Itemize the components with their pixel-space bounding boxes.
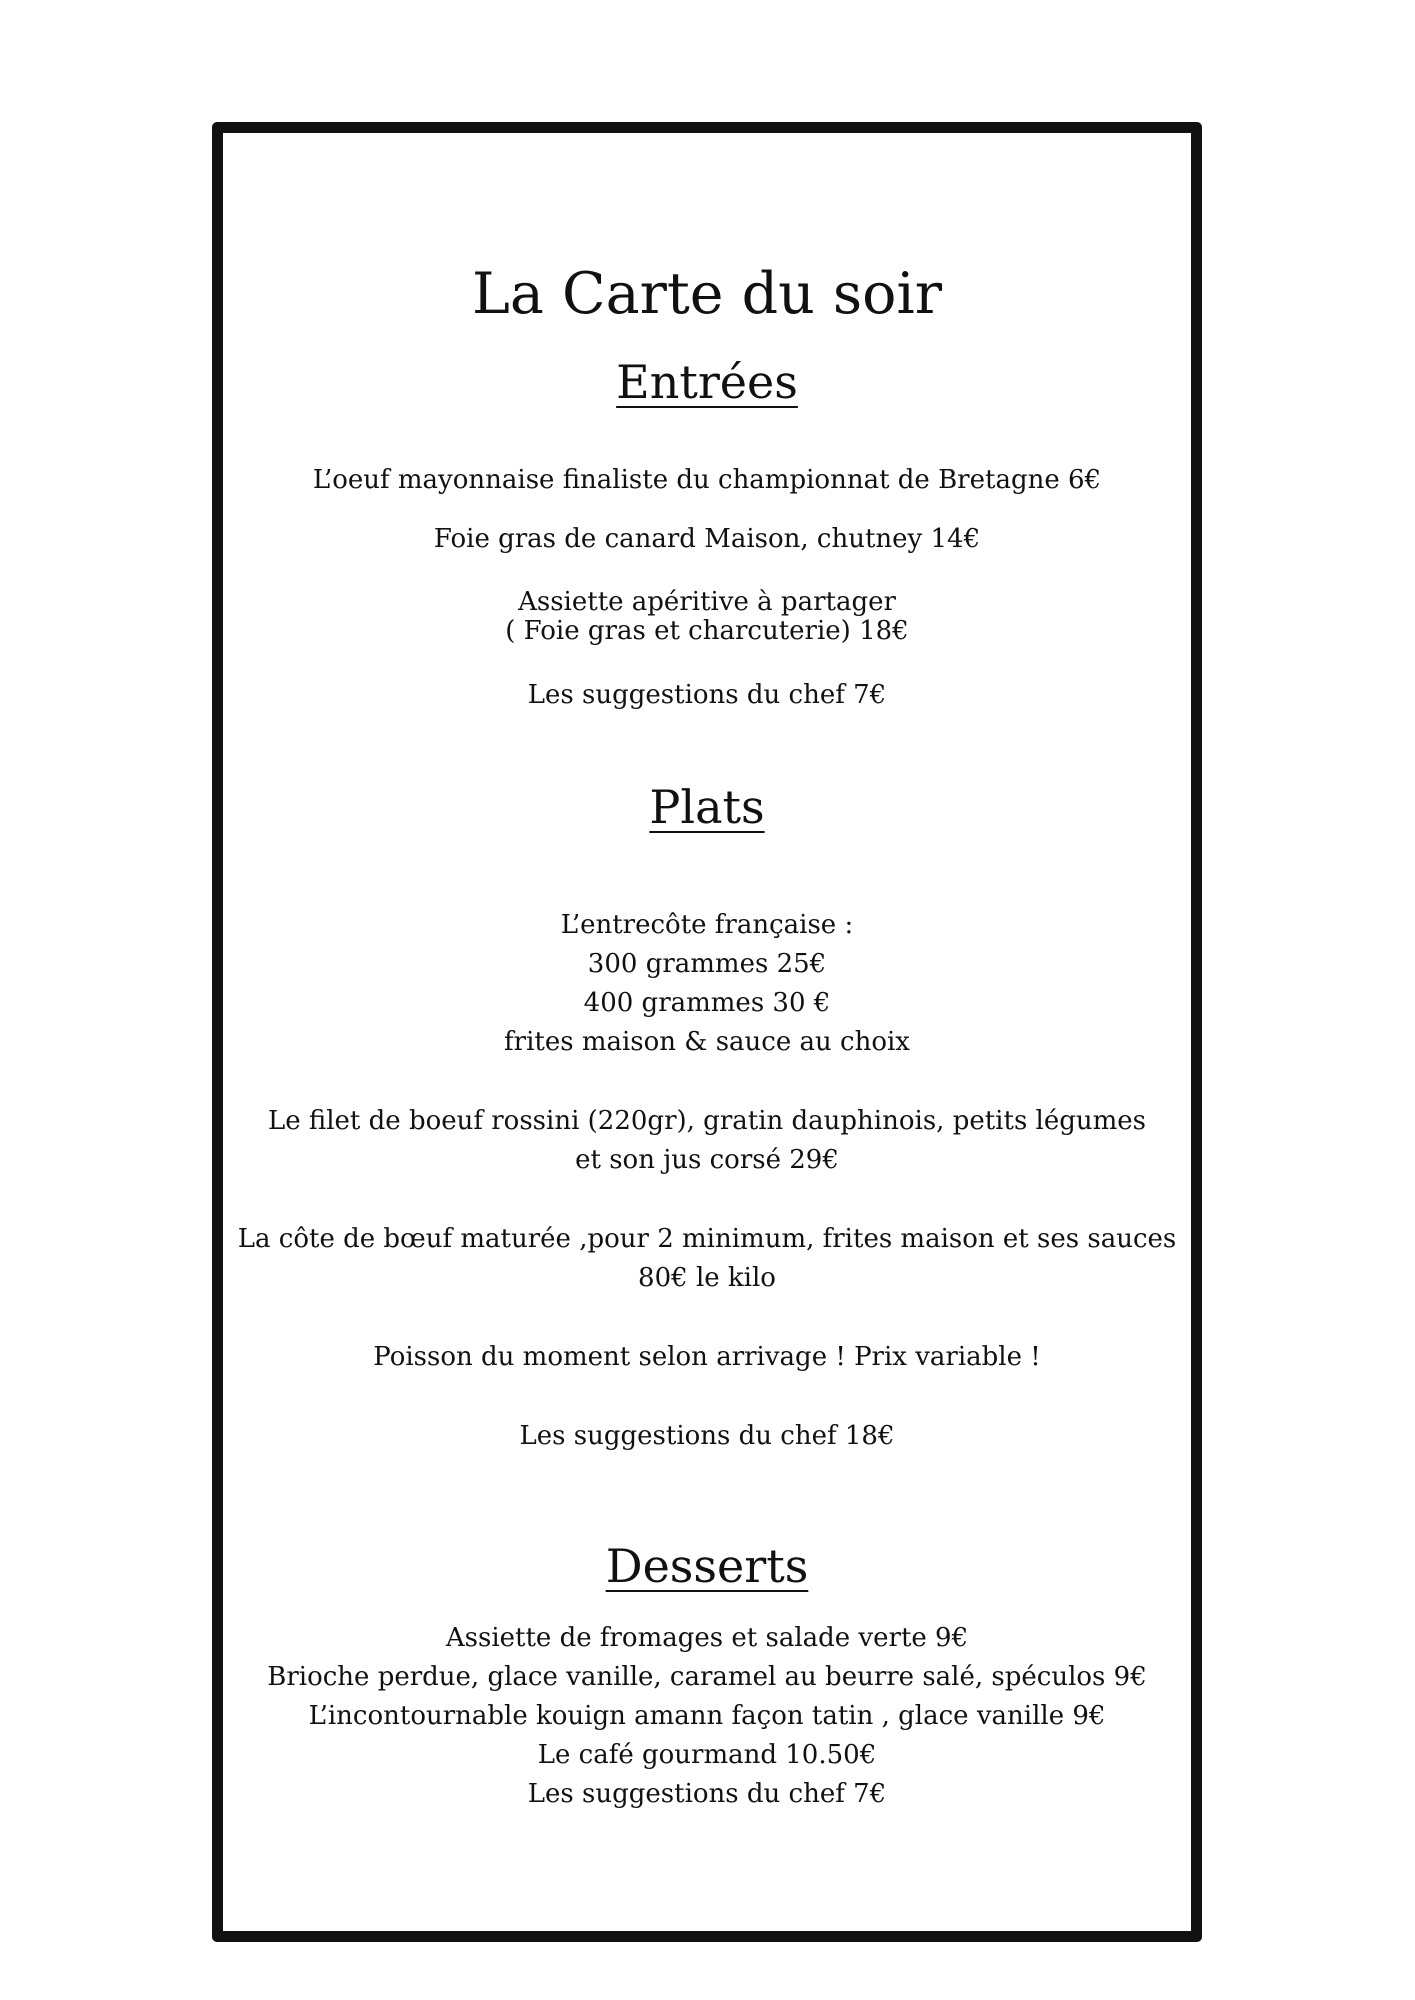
menu-item-entree: Foie gras de canard Maison, chutney 14€ xyxy=(433,524,981,554)
menu-item-plat: Le filet de boeuf rossini (220gr), gratin dauphinois, petits légumes xyxy=(267,1106,1147,1136)
menu-item-plat: L’entrecôte française : xyxy=(560,910,854,940)
menu-item-entree: Les suggestions du chef 7€ xyxy=(527,680,887,710)
section-heading-plats: Plats xyxy=(649,780,765,834)
menu-item-plat-detail: et son jus corsé 29€ xyxy=(575,1145,839,1175)
menu-item-plat-option: 400 grammes 30 € xyxy=(583,988,831,1018)
menu-item-dessert: Le café gourmand 10.50€ xyxy=(537,1740,877,1770)
menu-title: La Carte du soir xyxy=(472,261,942,327)
section-heading-entrees: Entrées xyxy=(616,355,798,409)
menu-item-dessert: Assiette de fromages et salade verte 9€ xyxy=(445,1623,969,1653)
menu-item-plat: Les suggestions du chef 18€ xyxy=(519,1421,895,1451)
menu-item-dessert: Brioche perdue, glace vanille, caramel au beurre salé, spéculos 9€ xyxy=(267,1662,1147,1692)
menu-item-dessert: L’incontournable kouign amann façon tatin , glace vanille 9€ xyxy=(308,1701,1106,1731)
menu-item-plat-detail: frites maison & sauce au choix xyxy=(504,1027,910,1057)
menu-item-entree: L’oeuf mayonnaise finaliste du championnat de Bretagne 6€ xyxy=(312,465,1102,495)
menu-item-plat-detail: 80€ le kilo xyxy=(638,1263,776,1293)
menu-item-plat-option: 300 grammes 25€ xyxy=(587,949,827,979)
menu-item-plat: Poisson du moment selon arrivage ! Prix variable ! xyxy=(373,1342,1041,1372)
menu-item-dessert: Les suggestions du chef 7€ xyxy=(527,1779,887,1809)
section-heading-desserts: Desserts xyxy=(605,1539,809,1593)
menu-item-entree-detail: ( Foie gras et charcuterie) 18€ xyxy=(505,616,909,646)
menu-item-entree: Assiette apéritive à partager xyxy=(518,587,896,617)
menu-item-plat: La côte de bœuf maturée ,pour 2 minimum, frites maison et ses sauces xyxy=(237,1224,1177,1254)
